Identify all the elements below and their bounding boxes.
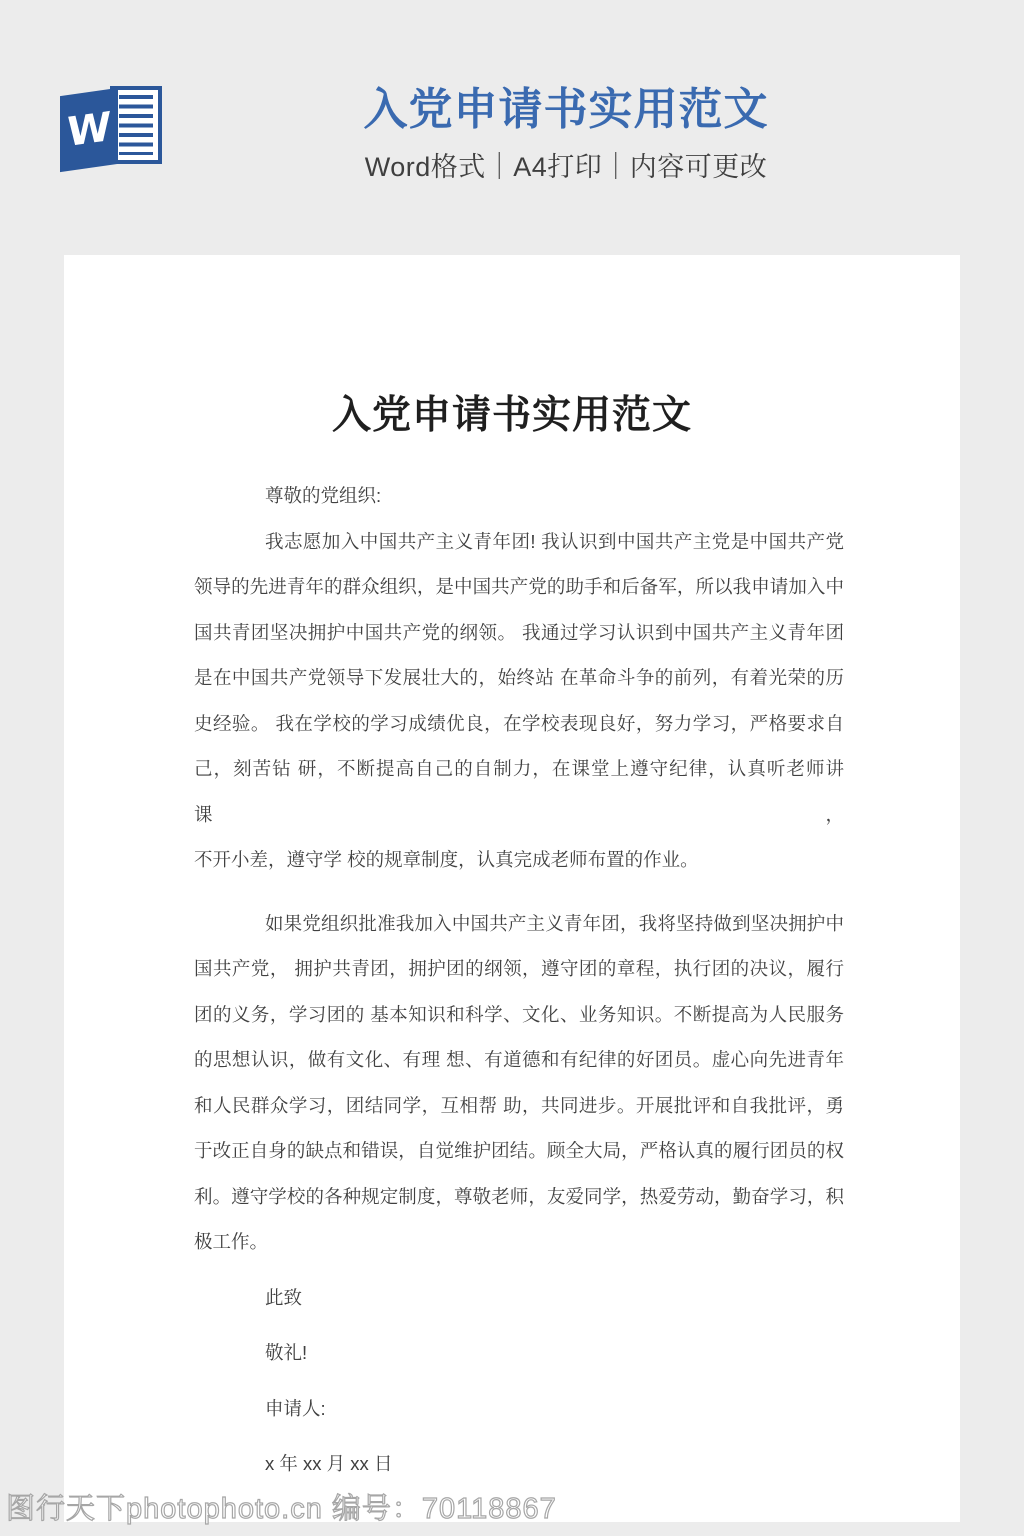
document-line: 敬礼! — [265, 1342, 308, 1363]
document-line: 于改正自身的缺点和错误，自觉维护团结。顾全大局，严格认真的履行团员的权 — [194, 1140, 844, 1161]
document-line: 领导的先进青年的群众组织，是中国共产党的助手和后备军，所以我申请加入中 — [194, 576, 844, 597]
template-title: 入党申请书实用范文 — [363, 85, 769, 134]
header-text — [363, 85, 769, 184]
document-line: 是在中国共产党领导下发展壮大的，始终站 在革命斗争的前列，有着光荣的历 — [194, 667, 844, 688]
document-line: x 年 xx 月 xx 日 — [265, 1453, 393, 1474]
word-logo-panel — [60, 88, 118, 172]
watermark-text: 图行天下photophoto.cn 编号：70118867 — [6, 1493, 557, 1525]
document-line: 极工作。 — [194, 1231, 269, 1252]
template-subtitle: Word格式｜A4打印｜内容可更改 — [364, 151, 768, 182]
document-line: 如果党组织批准我加入中国共产主义青年团，我将坚持做到坚决拥护中 — [265, 912, 844, 934]
document-line: 己，刻苦钻 研，不断提高自己的自制力，在课堂上遵守纪律，认真听老师讲课， — [194, 758, 844, 825]
document-line: 此致 — [265, 1286, 303, 1308]
document-body — [64, 473, 844, 1487]
document-line: 尊敬的党组织: — [265, 485, 382, 506]
document-line: 申请人: — [265, 1397, 326, 1419]
word-logo-letter: W — [66, 103, 112, 157]
document-title: 入党申请书实用范文 — [331, 394, 692, 437]
document-line: 国共青团坚决拥护中国共产党的纲领。 我通过学习认识到中国共产主义青年团 — [194, 621, 844, 643]
document-line: 和人民群众学习，团结同学，互相帮 助，共同进步。开展批评和自我批评，勇 — [194, 1094, 844, 1116]
word-logo-icon — [60, 82, 164, 176]
document-line: 我志愿加入中国共产主义青年团! 我认识到中国共产主党是中国共产党 — [265, 530, 844, 552]
document-page — [64, 255, 960, 1522]
document-line: 团的义务，学习团的 基本知识和科学、文化、业务知识。不断提高为人民服务 — [194, 1003, 844, 1025]
document-line: 国共产党， 拥护共青团，拥护团的纲领，遵守团的章程，执行团的决议，履行 — [194, 958, 844, 979]
document-line: 史经验。 我在学校的学习成绩优良，在学校表现良好，努力学习，严格要求自 — [194, 712, 844, 734]
word-logo-text-lines — [119, 95, 153, 155]
document-line: 利。遵守学校的各种规定制度，尊敬老师，友爱同学，热爱劳动，勤奋学习，积 — [194, 1185, 844, 1207]
document-line: 的思想认识，做有文化、有理 想、有道德和有纪律的好团员。虚心向先进青年 — [194, 1049, 844, 1070]
document-line: 不开小差，遵守学 校的规章制度，认真完成老师布置的作业。 — [194, 849, 699, 870]
